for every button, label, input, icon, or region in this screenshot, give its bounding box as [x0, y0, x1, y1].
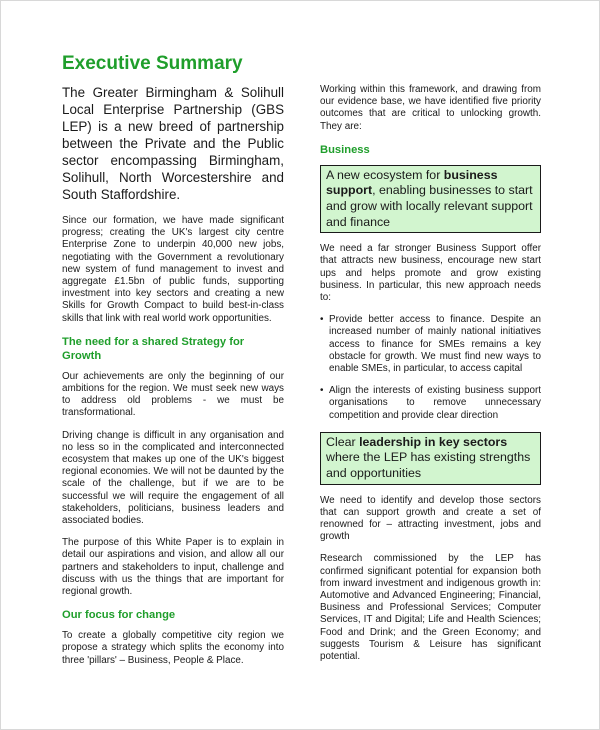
- leadership-callout: [320, 432, 541, 485]
- callout-emphasis: business support: [326, 167, 498, 198]
- purpose-paragraph: The purpose of this White Paper is to explain in detail our aspirations and vision, and allow all our partners and stakeholders to input, challenge and discuss with us the things that are important for regional growth.: [62, 537, 284, 598]
- progress-paragraph: Since our formation, we have made significant progress; creating the UK's largest city centre Enterprise Zone to underpin 40,000 new jobs, negotiating with the Government a revolutionary new system of fund management to invest and aggregate £1.5bn of public funds, supporting investment into key sectors and creating a new Skills for Growth Compact to build best-in-class skills that link with real world work opportunities.: [62, 215, 284, 324]
- callout-text: where the LEP has existing strengths and opportunities: [326, 450, 531, 481]
- bullet-icon: •: [320, 314, 324, 326]
- strategy-heading: The need for a shared Strategy for Growth: [62, 335, 245, 362]
- business-heading: Business: [320, 143, 370, 156]
- callout-text: , enabling businesses to start and grow with locally relevant support and finance: [326, 183, 533, 229]
- framework-paragraph: Working within this framework, and drawing from our evidence base, we have identified five priority outcomes that are critical to unlocking growth. They are:: [320, 84, 541, 132]
- list-item-text: Provide better access to finance. Despite an increased number of mainly national initiatives access to finance for SMEs remains a key obstacle for growth. We must find new ways to enable SMEs, in particular, to access capital: [329, 314, 541, 375]
- page-title: Executive Summary: [62, 53, 243, 74]
- list-item-text: Align the interests of existing business support organisations to remove unnecessary competition and provide clear direction: [329, 385, 541, 421]
- business-support-paragraph: We need a far stronger Business Support offer that attracts new business, encourage new start ups and helps promote and grow existing business. In particular, this new approach needs to:: [320, 243, 541, 303]
- callout-text: Clear: [326, 434, 360, 449]
- approach-list: [320, 314, 541, 422]
- list-item: [320, 385, 541, 422]
- list-item: [320, 314, 541, 375]
- lead-paragraph: The Greater Birmingham & Solihull Local Enterprise Partnership (GBS LEP) is a new breed of partnership between the Private and the Public sector encompassing Birmingham, Solihull, North Worcestershire and South Staffordshire.: [62, 85, 284, 202]
- right-column: [320, 84, 541, 673]
- focus-heading: Our focus for change: [62, 609, 176, 622]
- research-paragraph: Research commissioned by the LEP has confirmed significant potential for expansion both from inward investment and indigenous growth in: Automotive and Advanced Engineering; Financial, Business and Professional Services; Computer Services, IT and Digital; Life and Health Sciences; Food and Drink; and the Green Economy; and suggests Tourism & Leisure has significant potential.: [320, 553, 541, 663]
- left-column: [62, 52, 284, 677]
- ambitions-paragraph: Our achievements are only the beginning of our ambitions for the region. We must seek new ways to address old problems - we must be transformational.: [62, 370, 284, 419]
- pillars-paragraph: To create a globally competitive city region we propose a strategy which splits the economy into three 'pillars' – Business, People & Place.: [62, 630, 284, 666]
- callout-emphasis: leadership in key sectors: [359, 434, 508, 449]
- callout-text: A new ecosystem for: [326, 167, 444, 182]
- change-paragraph: Driving change is difficult in any organisation and no less so in the complicated and interconnected ecosystem that makes up one of the UK's biggest regional economies. We will not be daunted by the scale of the challenge, but if we are to be successful we will require the engagement of all stakeholders, politicians, business leaders and associated bodies.: [62, 429, 284, 527]
- sectors-paragraph: We need to identify and develop those sectors that can support growth and create a set of renowned for – attracting investment, jobs and growth: [320, 494, 541, 543]
- business-support-callout: [320, 165, 541, 233]
- bullet-icon: •: [320, 385, 324, 397]
